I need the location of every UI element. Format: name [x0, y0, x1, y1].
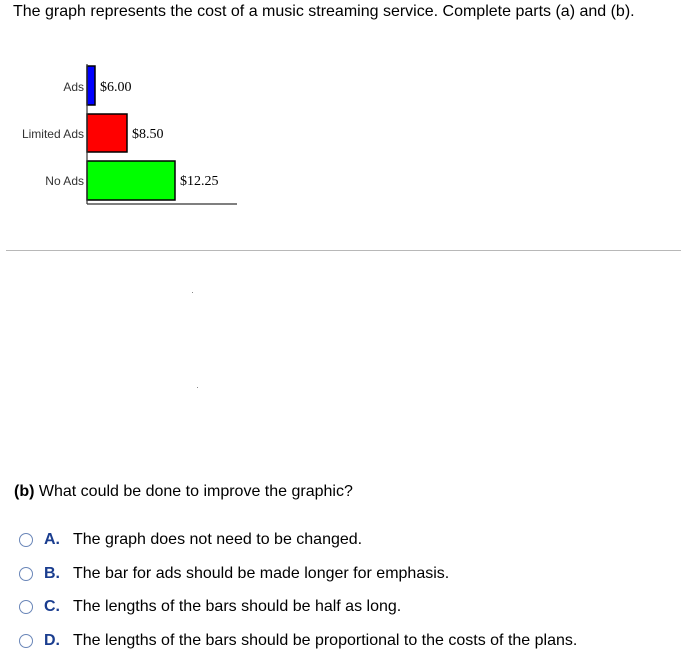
choice-text: The lengths of the bars should be proportional to the costs of the plans. [73, 632, 578, 649]
category-label: Ads [63, 80, 84, 94]
choice-text: The bar for ads should be made longer for emphasis. [73, 565, 450, 582]
bar-ads [87, 66, 95, 105]
category-label: No Ads [45, 174, 84, 188]
value-label: $6.00 [100, 80, 132, 95]
value-label: $8.50 [132, 127, 164, 142]
part-b-question [14, 483, 353, 501]
choice-text: The lengths of the bars should be half as long. [73, 598, 402, 615]
choice-text: The graph does not need to be changed. [73, 531, 363, 548]
choice-letter: C. [44, 598, 60, 615]
radio-button[interactable] [19, 533, 33, 547]
value-label: $12.25 [180, 174, 219, 189]
choice-letter: B. [44, 565, 60, 582]
choice-d[interactable] [19, 630, 577, 652]
choice-b[interactable] [19, 563, 449, 585]
part-b-text: What could be done to improve the graphic? [34, 483, 353, 500]
choice-letter: A. [44, 531, 60, 548]
section-divider [6, 250, 681, 251]
choice-c[interactable] [19, 596, 401, 618]
choice-letter: D. [44, 632, 60, 649]
bar-no-ads [87, 161, 175, 200]
radio-button[interactable] [19, 634, 33, 648]
bar-limited-ads [87, 114, 127, 152]
question-prompt: The graph represents the cost of a music streaming service. Complete parts (a) and (b). [13, 3, 635, 20]
radio-button[interactable] [19, 600, 33, 614]
category-label: Limited Ads [21, 127, 84, 141]
artifact-dot [192, 292, 193, 293]
choice-a[interactable] [19, 529, 362, 551]
radio-button[interactable] [19, 567, 33, 581]
artifact-dot [197, 387, 198, 388]
part-b-tag: (b) [14, 483, 35, 500]
